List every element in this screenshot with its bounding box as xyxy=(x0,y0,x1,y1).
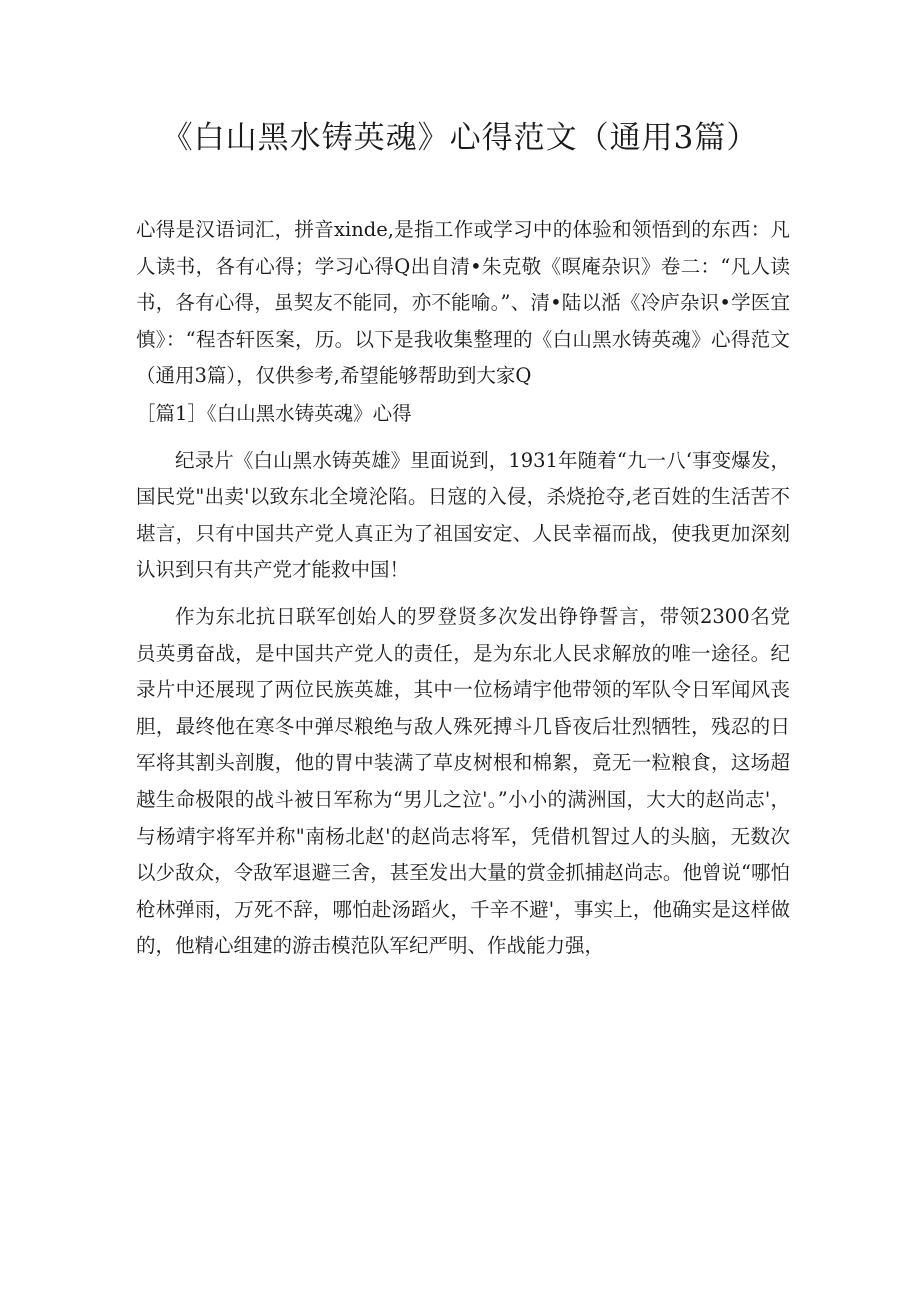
document-body xyxy=(136,212,790,965)
body-paragraph-2: 作为东北抗日联军创始人的罗登贤多次发出铮铮誓言，带领2300名党员英勇奋战，是中国共产党人的责任，是为东北人民求解放的唯一途径。纪录片中还展现了两位民族英雄，其中一位杨靖宇他带领的军队令日军闻风丧胆，最终他在寒冬中弹尽粮绝与敌人殊死搏斗几昏夜后壮烈牺牲，残忍的日军将其割头剖腹，他的胃中装满了草皮树根和棉絮，竟无一粒粮食，这场超越生命极限的战斗被日军称为“男儿之泣'。”小小的满洲国，大大的赵尚志'，与杨靖宇将军并称"南杨北赵'的赵尚志将军，凭借机智过人的头脑，无数次以少敌众，令敌军退避三舍，甚至发出大量的赏金抓捕赵尚志。他曾说“哪怕枪林弹雨，万死不辞，哪怕赴汤蹈火，千辛不避'，事实上，他确实是这样做的，他精心组建的游击模范队军纪严明、作战能力强， xyxy=(136,604,790,958)
section-heading: ［篇1］《白山黑水铸英魂》心得 xyxy=(136,401,412,425)
intro-paragraph: 心得是汉语词汇，拼音xinde,是指工作或学习中的体验和领悟到的东西：凡人读书，各有心得；学习心得Q出自清•朱克敬《暝庵杂识》卷二：“凡人读书，各有心得，虽契友不能同，亦不能喻。”、清•陆以湉《冷庐杂识•学医宜慎》：“程杏轩医案，历。以下是我收集整理的《白山黑水铸英魂》心得范文（通用3篇），仅供参考,希望能够帮助到大家Q xyxy=(136,218,790,388)
body-paragraph-1: 纪录片《白山黑水铸英雄》里面说到，1931年随着“九一八‘事变爆发，国民党"出卖'以致东北全境沦陷。日寇的入侵，杀烧抢夺,老百姓的生活苦不堪言，只有中国共产党人真正为了祖国安定、人民幸福而战，使我更加深刻认识到只有共产党才能救中国！ xyxy=(136,448,790,582)
document-title: 《白山黑水铸英魂》心得范文（通用3篇） xyxy=(161,120,759,156)
